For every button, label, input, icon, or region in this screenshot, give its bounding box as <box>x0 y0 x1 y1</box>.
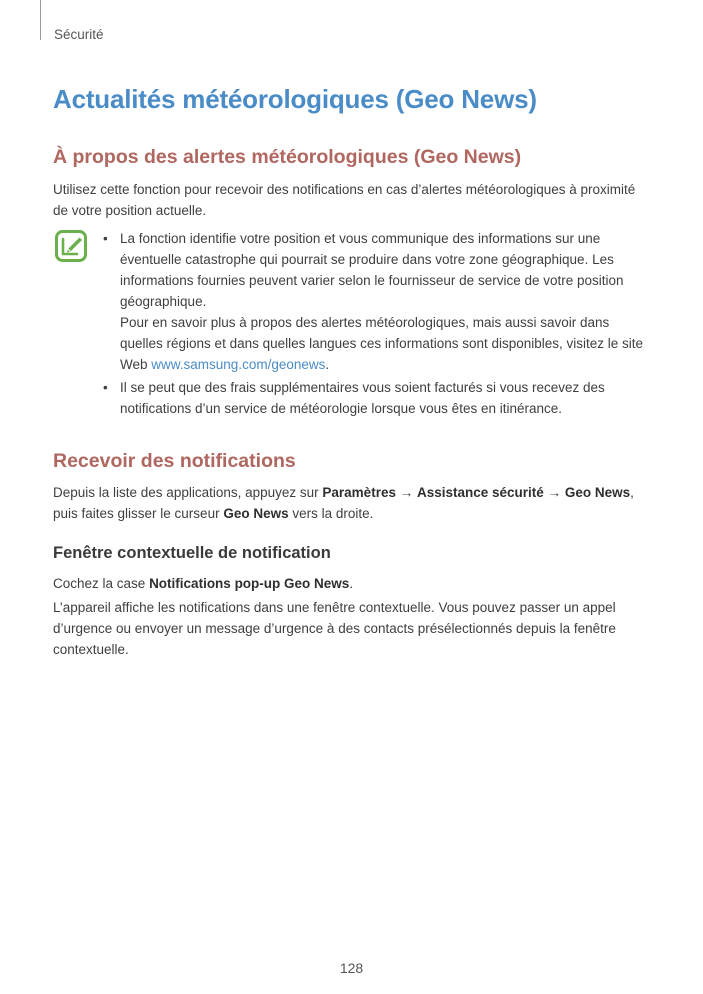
popup-description: L’appareil affiche les notifications dans une fenêtre contextuelle. Vous pouvez passer un appel d’urgence ou envoyer un message d’urgence à des contacts présélectionnés depuis la fenêtre contextuelle. <box>53 600 616 657</box>
receive-text-start: Depuis la liste des applications, appuyez sur <box>53 485 323 500</box>
about-intro: Utilisez cette fonction pour recevoir des notifications en cas d’alertes météorologiques à proximité de votre position actuelle. <box>53 182 636 218</box>
popup-instruction <box>53 573 653 594</box>
note-bullet-2-text: Il se peut que des frais supplémentaires vous soient facturés si vous recevez des notifications d’un service de météorologie lorsque vous êtes en itinérance. <box>120 380 605 416</box>
bullet-dot: • <box>103 380 108 395</box>
about-heading: À propos des alertes météorologiques (Geo News) <box>53 146 522 168</box>
link-suffix: . <box>325 357 330 372</box>
page-number: 128 <box>339 960 364 976</box>
geo-news-switch-label: Geo News <box>223 506 289 521</box>
section-label: Sécurité <box>54 27 104 42</box>
receive-text-mid: , puis faites glisser le curseur <box>53 485 634 521</box>
note-bullet-1 <box>103 228 648 312</box>
receive-heading: Recevoir des notifications <box>53 450 296 472</box>
geonews-link[interactable]: www.samsung.com/geonews <box>151 357 326 372</box>
note-bullet-2 <box>103 377 648 419</box>
path-security-assistance: Assistance sécurité <box>416 485 544 500</box>
receive-instructions <box>53 482 653 524</box>
arrow: → <box>543 485 565 500</box>
note-bullet-1-more <box>103 312 648 375</box>
note-bullet-1-text: La fonction identifie votre position et vous communique des informations sur une éventuelle catastrophe qui pourrait se produire dans votre zone géographique. Les informations fournies peuvent varier selon le fournisseur de service de votre position géographique. <box>120 231 624 309</box>
path-settings: Paramètres <box>322 485 396 500</box>
popup-text-end: . <box>349 576 354 591</box>
receive-text-end: vers la droite. <box>288 506 374 521</box>
note-block <box>103 228 648 419</box>
bullet-dot: • <box>103 231 108 246</box>
path-geo-news: Geo News <box>564 485 631 500</box>
header-rule <box>40 0 41 40</box>
popup-text-start: Cochez la case <box>53 576 150 591</box>
arrow: → <box>395 485 417 500</box>
note-bullet-1-more-text: Pour en savoir plus à propos des alertes météorologiques, mais aussi savoir dans quelles régions et dans quelles langues ces informations sont disponibles, visitez le site Web <box>120 315 644 372</box>
page-title: Actualités météorologiques (Geo News) <box>53 84 537 114</box>
note-pencil-icon <box>55 230 87 262</box>
popup-heading: Fenêtre contextuelle de notification <box>53 544 331 562</box>
popup-checkbox-label: Notifications pop-up Geo News <box>149 576 350 591</box>
